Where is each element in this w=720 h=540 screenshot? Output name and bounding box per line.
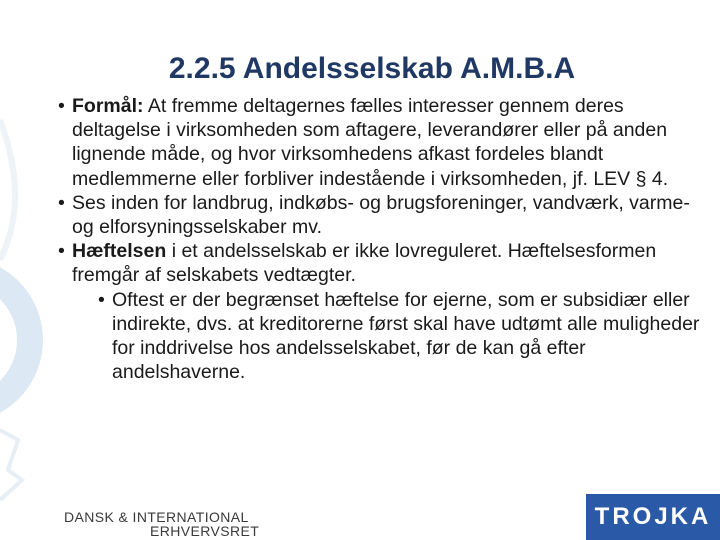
slide-content [58, 94, 708, 384]
bullet-text: i et andelsselskab er ikke lovreguleret. Hæftelsesformen fremgår af selskabets vedtægter. [72, 240, 657, 287]
bullet-purpose [58, 94, 708, 191]
bullet-text: Ses inden for landbrug, indkøbs- og brugsforeninger, vandværk, varme- og elforsyningsselskaber mv. [72, 191, 690, 239]
bullet-liability [58, 239, 708, 287]
trojka-logo [586, 494, 720, 540]
bullet-bold-lead: Formål: [72, 95, 144, 117]
bullet-marker: • [58, 191, 65, 214]
org-line-2: ERHVERVSRET [150, 523, 260, 539]
sub-bullet-text: Oftest er der begrænset hæftelse for ejerne, som er subsidiær eller indirekte, dvs. at kreditorerne først skal have udtømt alle muligheder for inddrivelse hos andelsselskabet, før de kan gå efter andelshaverne. [112, 288, 700, 384]
bullet-bold-lead: Hæftelsen [72, 240, 167, 263]
slide-title: 2.2.5 Andelsselskab A.M.B.A [168, 52, 576, 85]
sub-bullet-limited-liability [58, 288, 708, 385]
bullet-marker: • [58, 240, 65, 263]
logo-text: TROJKA [594, 503, 712, 530]
org-line-1: DANSK & INTERNATIONAL [64, 509, 249, 525]
bullet-marker: • [58, 95, 65, 117]
bullet-sectors [58, 191, 708, 239]
bullet-text: At fremme deltagernes fælles interesser gennem deres deltagelse i virksomheden som aftagere, leverandører eller på anden lignende måde, og hvor virksomhedens afkast fordeles blandt medlemmerne eller forbliver indestående i virksomheden, jf. LEV § 4. [72, 95, 669, 190]
sub-bullet-marker: • [98, 288, 105, 311]
footer-org-name [64, 510, 259, 538]
